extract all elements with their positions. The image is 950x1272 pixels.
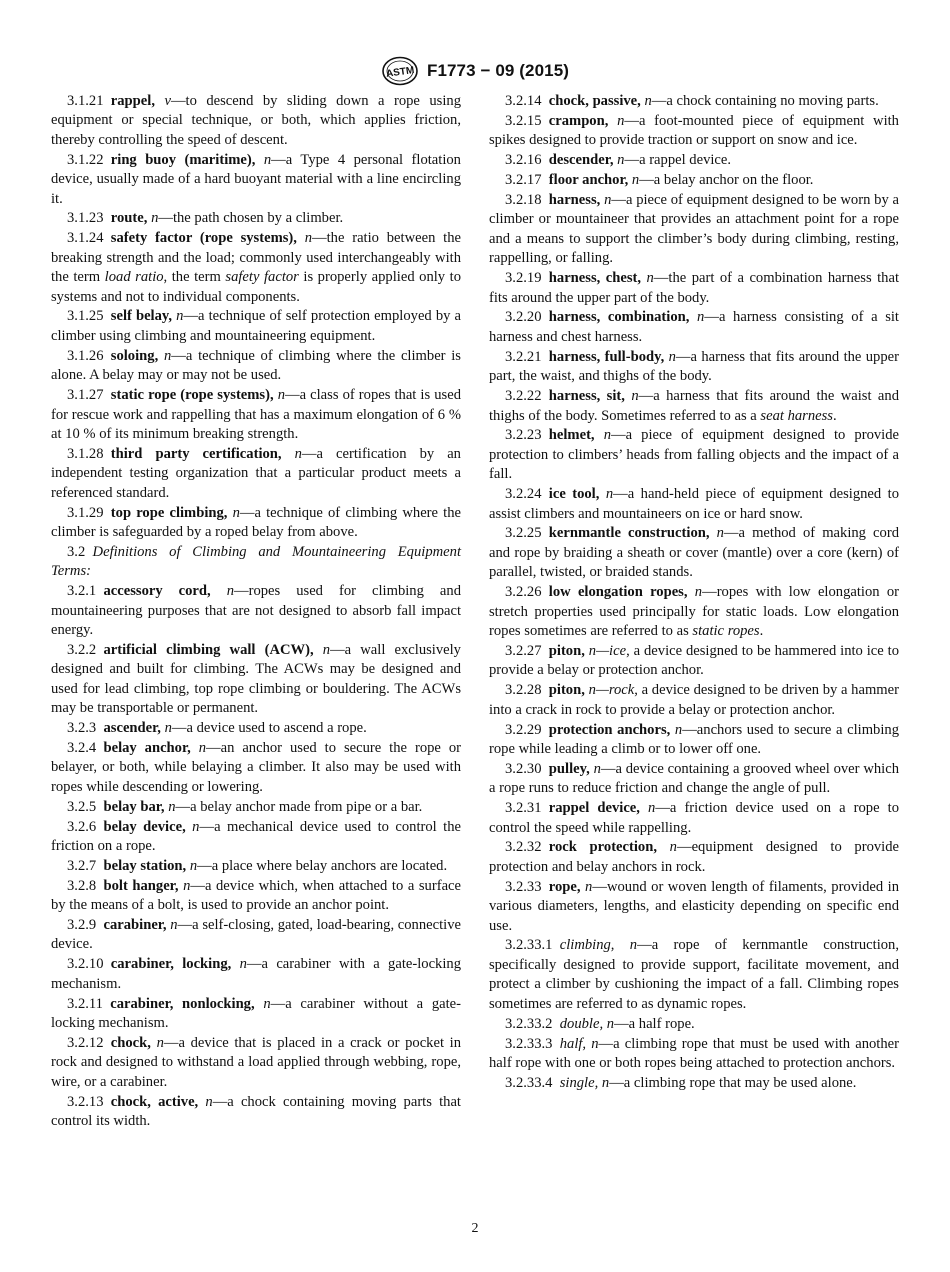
italic-text: n—ice <box>588 642 627 659</box>
definition-entry <box>489 151 899 170</box>
definition-entry <box>489 426 899 484</box>
section-number: 3.2.19 <box>505 270 542 287</box>
definition-entry <box>51 445 461 503</box>
italic-text: n—rock <box>588 682 635 699</box>
definition-text: —a class of ropes that is used for rescue work and rappelling that has a maximum elongation of 6 % at 10 % of its minimum breaking strength. <box>51 387 461 442</box>
defined-term: low elongation ropes, <box>548 584 688 601</box>
section-number: 3.2.33.2 <box>505 1015 553 1032</box>
definition-entry <box>489 1015 899 1034</box>
italic-text: n <box>192 818 200 835</box>
definition-entry <box>489 92 899 111</box>
definition-entry <box>489 721 899 760</box>
definition-text <box>231 956 239 972</box>
italic-text: double, <box>559 1015 604 1032</box>
definition-entry <box>489 1074 899 1093</box>
section-number: 3.2.23 <box>505 427 542 444</box>
defined-term: helmet, <box>548 427 595 444</box>
defined-term: self belay, <box>110 308 173 325</box>
defined-term: harness, <box>548 192 601 209</box>
definition-text: , a device designed to be hammered into ice to provide a belay or protection anchor. <box>489 642 899 679</box>
page-header <box>0 56 950 86</box>
section-number: 3.2 <box>67 543 86 560</box>
italic-text: n <box>674 721 683 738</box>
section-number: 3.2.7 <box>67 857 97 874</box>
defined-term: harness, chest, <box>548 270 642 287</box>
italic-text: Definitions of Climbing and Mountaineering Equipment Terms: <box>51 543 461 580</box>
italic-text: climbing, <box>559 937 615 954</box>
definition-entry <box>489 308 899 347</box>
defined-term: harness, sit, <box>548 388 625 405</box>
defined-term: rope, <box>548 878 581 895</box>
definition-text <box>640 800 648 816</box>
italic-text: n <box>593 760 601 777</box>
definition-entry <box>489 838 899 877</box>
italic-text: n <box>205 1093 213 1110</box>
section-number: 3.2.2 <box>67 641 97 658</box>
definition-entry <box>51 1093 461 1132</box>
defined-term: ring buoy (maritime), <box>110 151 256 168</box>
italic-text: n <box>163 347 172 364</box>
section-number: 3.2.16 <box>505 152 542 169</box>
section-number: 3.1.28 <box>67 445 104 462</box>
definition-text: —a climbing rope that must be used with another half rope with one or both ropes being attached to protection anchors. <box>489 1035 899 1071</box>
italic-text: n <box>617 112 625 129</box>
definition-text: —a carabiner without a gate-locking mechanism. <box>51 995 461 1032</box>
italic-text: n <box>170 917 178 934</box>
definition-text: , the term <box>163 269 226 286</box>
defined-term: piton, <box>548 642 585 659</box>
section-number: 3.2.8 <box>67 877 97 894</box>
italic-text: n <box>668 348 676 365</box>
definition-entry <box>489 269 899 308</box>
definition-text: —to descend by sliding down a rope using equipment or special technique, or both, which applies friction, thereby controlling the speed of descent. <box>51 93 461 148</box>
defined-term: static rope (rope systems), <box>110 387 274 404</box>
definition-entry <box>51 582 461 640</box>
definition-text: —a harness that fits around the upper part, the waist, and thighs of the body. <box>489 348 899 385</box>
italic-text: n <box>648 800 656 817</box>
italic-text: n <box>168 798 176 815</box>
italic-text: n <box>164 720 172 736</box>
definition-entry <box>489 642 899 681</box>
definition-text: —wound or woven length of filaments, provided in various diameters, lengths, and elasticity depending on specific end use. <box>489 878 899 934</box>
section-number: 3.2.1 <box>67 583 97 600</box>
section-number: 3.2.33.4 <box>505 1074 553 1091</box>
definition-text: . <box>832 407 837 424</box>
italic-text: n <box>294 445 302 462</box>
section-number: 3.2.13 <box>67 1093 104 1110</box>
definition-entry <box>489 524 899 582</box>
definition-text <box>710 525 717 541</box>
section-number: 3.2.31 <box>505 800 542 817</box>
definition-text: —a climbing rope that may be used alone. <box>609 1074 857 1091</box>
definition-text <box>314 642 323 658</box>
definition-entry <box>51 209 461 228</box>
italic-text: n <box>631 172 640 189</box>
definition-text: —a method of making cord and rope by braiding a sheath or cover (mantle) over a core (kern) of parallel, twisted, or braided stands. <box>489 525 899 581</box>
definition-entry <box>51 307 461 346</box>
definition-entry <box>51 995 461 1034</box>
italic-text: n <box>322 641 331 658</box>
defined-term: piton, <box>548 682 585 699</box>
section-number: 3.2.28 <box>505 682 542 699</box>
definition-entry <box>51 955 461 994</box>
definition-text <box>297 230 305 246</box>
definition-text: —a device used to ascend a rope. <box>171 720 367 736</box>
definition-entry <box>489 191 899 269</box>
defined-term: ice tool, <box>548 486 600 503</box>
section-number: 3.2.3 <box>67 720 97 736</box>
italic-text: v <box>164 93 171 109</box>
section-number: 3.2.6 <box>67 818 97 835</box>
definition-text: —a device which, when attached to a surface by the means of a bolt, is used to provide an anchor point. <box>51 877 461 914</box>
definition-entry <box>489 799 899 838</box>
defined-term: top rope climbing, <box>110 504 228 521</box>
italic-text: n <box>156 1035 164 1051</box>
italic-text: n <box>669 839 677 856</box>
definition-text: —a device that is placed in a crack or pocket in rock and designed to withstand a load applied through webbing, rope, wire, or a carabiner. <box>51 1035 461 1090</box>
section-number: 3.1.27 <box>67 387 104 404</box>
definition-text: —a Type 4 personal flotation device, usually made of a hard buoyant material with a line encircling it. <box>51 151 461 207</box>
section-number: 3.1.21 <box>67 93 104 109</box>
section-number: 3.2.21 <box>505 348 542 365</box>
section-number: 3.2.10 <box>67 956 104 973</box>
defined-term: harness, combination, <box>548 309 690 326</box>
defined-term: rappel, <box>110 93 155 109</box>
definition-entry <box>489 878 899 936</box>
definition-text: —ropes used for climbing and mountaineering purposes that are not designed to absorb fall impact energy. <box>51 583 461 638</box>
definition-text: —anchors used to secure a climbing rope while leading a climb or to lower off one. <box>489 721 899 757</box>
definition-text: —a technique of self protection employed by a climber using climbing and mountaineering equipment. <box>51 308 461 344</box>
defined-term: belay anchor, <box>103 739 191 756</box>
italic-text: n <box>644 93 652 109</box>
definition-text: —a chock containing moving parts that control its width. <box>51 1093 461 1130</box>
defined-term: carabiner, <box>103 917 167 934</box>
definition-text <box>657 839 670 855</box>
left-column <box>51 92 461 1132</box>
definition-entry <box>51 543 461 582</box>
definition-text: —a carabiner with a gate-locking mechanism. <box>51 956 461 992</box>
section-number: 3.1.25 <box>67 308 104 325</box>
section-number: 3.2.14 <box>505 93 542 109</box>
italic-text: n <box>631 388 639 405</box>
section-number: 3.2.4 <box>67 739 97 756</box>
right-column <box>489 92 899 1094</box>
italic-text: seat harness <box>760 407 833 424</box>
defined-term: harness, full-body, <box>548 348 665 365</box>
definition-entry <box>489 760 899 799</box>
defined-term: belay bar, <box>103 798 165 815</box>
definition-text <box>191 740 199 756</box>
defined-term: accessory cord, <box>103 583 211 600</box>
definition-text: —a certification by an independent testing organization that a particular product meets a referenced standard. <box>51 445 461 501</box>
defined-term: soloing, <box>110 347 159 364</box>
section-number: 3.2.33.1 <box>505 937 553 954</box>
italic-text: n <box>277 387 285 404</box>
italic-text: n <box>239 956 247 973</box>
italic-text: n <box>617 152 625 169</box>
italic-text: n <box>603 427 611 444</box>
section-number: 3.2.20 <box>505 309 542 326</box>
italic-text: n <box>151 210 159 227</box>
astm-logo <box>381 56 419 86</box>
definition-entry <box>51 386 461 444</box>
definition-text: , a device designed to be driven by a hammer into a crack in rock to provide a belay or protection anchor. <box>489 682 899 718</box>
section-number: 3.2.26 <box>505 584 542 601</box>
astm-logo-text: ASTM <box>385 65 415 80</box>
definition-text: —a half rope. <box>614 1015 695 1032</box>
defined-term: floor anchor, <box>548 172 629 189</box>
section-number: 3.2.12 <box>67 1035 104 1051</box>
definition-text: —a rope of kernmantle construction, specifically designed to provide support, facilitate movement, and protect a climber by cushioning the impact of a fall. Climbing ropes sometimes are referred to as dynamic ropes. <box>489 937 899 1012</box>
italic-text: n <box>585 878 593 895</box>
section-number: 3.2.17 <box>505 172 542 189</box>
italic-text: n <box>263 151 272 168</box>
defined-term: crampon, <box>548 112 609 129</box>
definition-entry <box>51 857 461 876</box>
definition-text: —a foot-mounted piece of equipment with spikes designed to provide traction or support on snow and ice. <box>489 112 899 149</box>
defined-term: kernmantle construction, <box>548 525 710 542</box>
section-number: 3.1.26 <box>67 347 104 364</box>
defined-term: chock, <box>110 1035 151 1051</box>
definition-text <box>595 427 604 443</box>
italic-text: n <box>629 937 638 954</box>
definition-text: —a harness consisting of a sit harness and chest harness. <box>489 309 899 345</box>
section-number: 3.2.29 <box>505 721 542 738</box>
defined-term: pulley, <box>548 760 590 777</box>
definition-entry <box>489 583 899 641</box>
section-number: 3.2.33.3 <box>505 1035 553 1052</box>
definition-text: —a piece of equipment designed to provide protection to climbers’ heads from falling objects and the impact of a fall. <box>489 427 900 483</box>
definition-text: . <box>759 622 764 639</box>
defined-term: chock, passive, <box>548 93 641 109</box>
section-number: 3.2.30 <box>505 760 542 777</box>
page-number: 2 <box>471 1221 479 1236</box>
defined-term: belay station, <box>103 857 187 874</box>
section-number: 3.2.25 <box>505 525 542 542</box>
italic-text: n <box>176 308 184 325</box>
defined-term: bolt hanger, <box>103 877 179 894</box>
definition-entry <box>51 229 461 307</box>
defined-term: carabiner, nonlocking, <box>110 995 255 1012</box>
italic-text: n <box>606 1015 615 1032</box>
definition-entry <box>489 485 899 524</box>
italic-text: single, <box>559 1074 599 1091</box>
defined-term: protection anchors, <box>548 721 671 738</box>
definition-entry <box>51 92 461 150</box>
definition-entry <box>489 936 899 1014</box>
defined-term: descender, <box>548 152 614 169</box>
italic-text: n <box>601 1074 610 1091</box>
defined-term: third party certification, <box>110 445 282 462</box>
section-number: 3.2.22 <box>505 388 542 405</box>
italic-text: n <box>605 486 614 503</box>
section-number: 3.1.22 <box>67 151 104 168</box>
definition-text <box>608 113 617 129</box>
definition-text: —a piece of equipment designed to be worn by a climber or mountaineer that provides an attachment point for a rope and a means to support the climber’s body during climbing, resting, rappelling, or falling. <box>489 192 899 267</box>
italic-text: n <box>697 309 705 326</box>
italic-text: n <box>694 584 703 601</box>
definition-entry <box>51 347 461 386</box>
italic-text: safety factor <box>225 269 299 286</box>
defined-term: belay device, <box>103 818 186 835</box>
defined-term: rappel device, <box>548 800 640 817</box>
definition-text: —a self-closing, gated, load-bearing, connective device. <box>51 917 461 953</box>
definition-text: —the ratio between the breaking strength and the load; commonly used interchangeably with the term <box>51 230 461 286</box>
definition-text <box>255 152 263 168</box>
defined-term: route, <box>110 210 148 227</box>
definition-text: —a technique of climbing where the climber is safeguarded by a roped belay from above. <box>51 504 461 540</box>
italic-text: n <box>189 857 198 874</box>
definition-text: —a rappel device. <box>624 152 732 169</box>
definition-text: —equipment designed to provide protection and belay anchors in rock. <box>489 839 900 875</box>
definition-entry <box>51 719 461 738</box>
definition-text: —the path chosen by a climber. <box>158 210 344 227</box>
definition-text: —a place where belay anchors are located. <box>197 857 448 874</box>
definition-text: —a hand-held piece of equipment designed to assist climbers and mountaineers on ice or hard snow. <box>489 486 899 522</box>
definition-text <box>688 584 695 600</box>
definition-entry <box>51 504 461 543</box>
definition-entry <box>489 387 899 426</box>
definition-text: —a device containing a grooved wheel over which a rope runs to reduce friction and change the angle of pull. <box>489 760 899 797</box>
defined-term: chock, active, <box>110 1093 199 1110</box>
italic-text: n <box>263 995 271 1012</box>
definition-entry <box>51 1034 461 1092</box>
defined-term: safety factor (rope systems), <box>110 230 297 247</box>
italic-text: n <box>304 230 313 247</box>
definition-text: —a belay anchor on the floor. <box>639 172 814 189</box>
italic-text: n <box>226 583 234 600</box>
italic-text: n <box>591 1035 599 1052</box>
defined-term: carabiner, locking, <box>110 956 232 973</box>
definition-entry <box>51 877 461 916</box>
document-designation: F1773 − 09 (2015) <box>426 61 570 80</box>
definition-text: is properly applied only to systems and not to individual components. <box>51 269 461 305</box>
italic-text: n <box>198 739 207 756</box>
definition-text: —a friction device used on a rope to control the speed while rappelling. <box>489 800 899 836</box>
section-number: 3.2.27 <box>505 642 542 659</box>
section-number: 3.2.9 <box>67 917 97 934</box>
definition-text: —an anchor used to secure the rope or belayer, or both, while belaying a climber. It also may be used with ropes while descending or lowering. <box>51 739 461 795</box>
definition-entry <box>489 348 899 387</box>
section-number: 3.2.15 <box>505 112 542 129</box>
definition-entry <box>51 151 461 209</box>
italic-text: load ratio <box>104 269 164 286</box>
definition-text <box>282 446 295 462</box>
section-number: 3.2.24 <box>505 486 542 503</box>
section-number: 3.2.18 <box>505 192 542 209</box>
section-number: 3.2.5 <box>67 798 97 815</box>
definition-text: —the part of a combination harness that fits around the upper part of the body. <box>489 270 899 306</box>
definition-entry <box>489 171 899 190</box>
definition-text <box>211 583 227 599</box>
definition-entry <box>51 916 461 955</box>
definition-entry <box>51 739 461 797</box>
italic-text: n <box>646 270 654 287</box>
section-number: 3.1.24 <box>67 230 104 247</box>
definition-text: —a harness that fits around the waist and thighs of the body. Sometimes referred to as a <box>489 388 900 424</box>
italic-text: static ropes <box>692 622 760 639</box>
italic-text: n <box>183 877 191 894</box>
definition-entry <box>51 641 461 719</box>
defined-term: rock protection, <box>548 839 657 856</box>
italic-text: n <box>716 525 724 542</box>
definition-entry <box>489 1035 899 1074</box>
defined-term: artificial climbing wall (ACW), <box>103 641 314 658</box>
italic-text: n <box>232 504 240 521</box>
definition-text: —a mechanical device used to control the friction on a rope. <box>51 818 461 854</box>
definition-entry <box>51 798 461 817</box>
definition-entry <box>489 112 899 151</box>
section-number: 3.2.33 <box>505 878 542 895</box>
definition-entry <box>51 818 461 857</box>
defined-term: ascender, <box>103 720 161 736</box>
section-number: 3.2.32 <box>505 839 542 856</box>
section-number: 3.1.23 <box>67 210 104 227</box>
definition-text <box>689 309 697 325</box>
italic-text: half, <box>559 1035 587 1052</box>
definition-text <box>614 937 629 953</box>
definition-text: —a wall exclusively designed and built for climbing. The ACWs may be designed and used for lead climbing, top rope climbing or bouldering. The ACWs may be transportable or permanent. <box>51 641 461 717</box>
definition-text: —a chock containing no moving parts. <box>651 93 879 109</box>
definition-text: —a belay anchor made from pipe or a bar. <box>175 798 423 815</box>
definition-text: —a technique of climbing where the climber is alone. A belay may or may not be used. <box>51 347 461 384</box>
section-number: 3.2.11 <box>67 995 103 1012</box>
definition-entry <box>489 681 899 720</box>
definition-text: —ropes with low elongation or stretch properties used principally for static loads. Low elongation ropes sometimes are referred to as <box>489 584 899 639</box>
italic-text: n <box>604 192 612 209</box>
section-number: 3.1.29 <box>67 504 104 521</box>
